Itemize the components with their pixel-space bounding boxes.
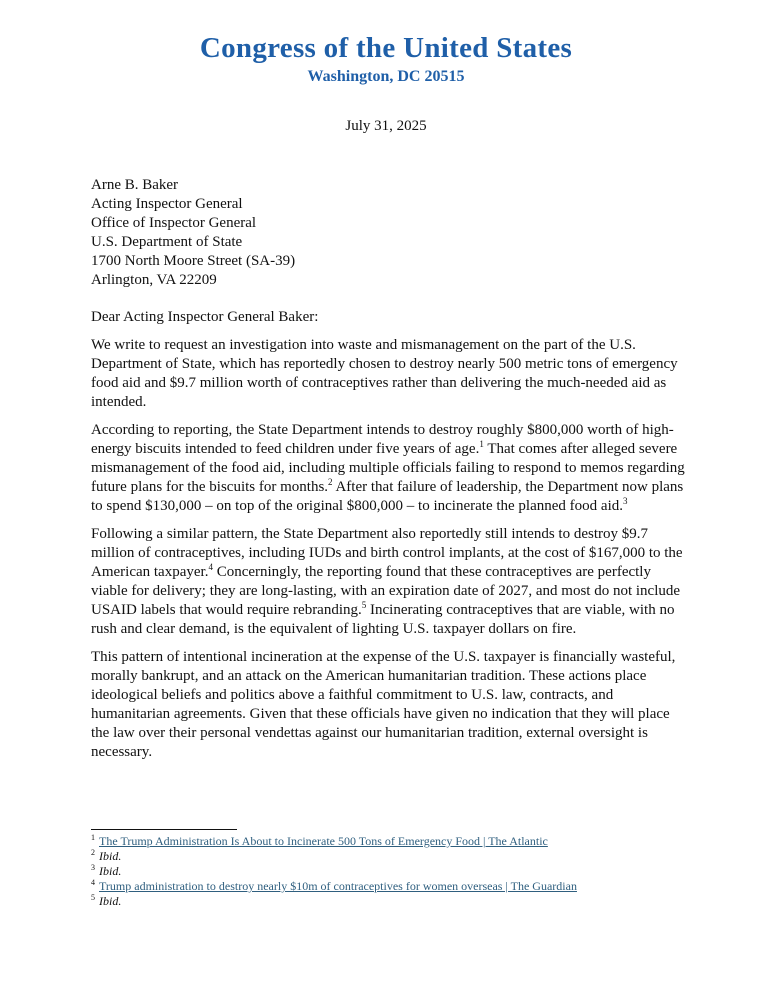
footnote-link-guardian[interactable]: Trump administration to destroy nearly $10m of contraceptives for women overseas | The Guardian <box>99 879 577 893</box>
paragraph-2-text-b: That comes after alleged severe mismanagement of the food aid, including multiple officials failing to respond to memos regarding future plans for the biscuits for months. <box>91 441 685 495</box>
footnote-text: Ibid. <box>99 849 122 863</box>
paragraph-3 <box>91 525 691 639</box>
recipient-name: Arne B. Baker <box>91 177 179 193</box>
footnote-divider <box>91 829 237 830</box>
recipient-address <box>91 176 295 290</box>
paragraph-3-text-c: Incinerating contraceptives that are viable, with no rush and clear demand, is the equivalent of lighting U.S. taxpayer dollars on fire. <box>91 602 675 637</box>
letter-body <box>91 336 691 771</box>
recipient-title: Acting Inspector General <box>91 196 243 212</box>
paragraph-4: This pattern of intentional incineration at the expense of the U.S. taxpayer is financially wasteful, morally bankrupt, and an attack on the American humanitarian tradition. These actions place ideological beliefs and politics above a faithful commitment to U.S. law, contracts, and humanitarian agreements. Given that these officials have given no indication that they will place the law over their personal vendettas against our humanitarian tradition, external oversight is necessary. <box>91 649 676 760</box>
footnote-number: 3 <box>91 863 95 872</box>
footnote-number: 1 <box>91 833 95 842</box>
paragraph-2 <box>91 421 691 516</box>
footnote-1 <box>91 834 577 849</box>
recipient-city: Arlington, VA 22209 <box>91 272 217 288</box>
footnote-text: Ibid. <box>99 864 122 878</box>
letterhead <box>0 30 772 88</box>
footnote-ref-2: 2 <box>328 477 333 487</box>
footnote-ref-3: 3 <box>622 496 628 506</box>
footnotes <box>91 834 577 909</box>
footnote-number: 2 <box>91 848 95 857</box>
footnote-number: 5 <box>91 893 95 902</box>
paragraph-1: We write to request an investigation into waste and mismanagement on the part of the U.S. Department of State, which has reportedly chosen to destroy nearly 500 metric tons of emergency food aid and $9.7 million worth of contraceptives rather than delivering the much-needed aid as intended. <box>91 337 678 410</box>
footnote-number: 4 <box>91 878 95 887</box>
footnote-ref-1: 1 <box>479 439 484 449</box>
letterhead-title: Congress of the United States <box>199 32 573 64</box>
footnote-5 <box>91 894 577 909</box>
footnote-text: Ibid. <box>99 894 122 908</box>
footnote-ref-4: 4 <box>208 562 213 572</box>
letterhead-subtitle: Washington, DC 20515 <box>307 68 465 85</box>
paragraph-3-text-a: Following a similar pattern, the State Department also reportedly still intends to destroy $9.7 million of contraceptives, including IUDs and birth control implants, at the cost of $167,000 to the American taxpayer. <box>91 526 683 580</box>
recipient-street: 1700 North Moore Street (SA-39) <box>91 253 296 269</box>
paragraph-3-text-b: Concerningly, the reporting found that these contraceptives are perfectly viable for delivery; they are long-lasting, with an expiration date of 2027, and most do not include USAID labels that would require rebranding. <box>91 564 681 618</box>
paragraph-2-text-c: After that failure of leadership, the Department now plans to spend $130,000 – on top of the original $800,000 – to incinerate the planned food aid. <box>91 479 684 514</box>
recipient-office: Office of Inspector General <box>91 215 257 231</box>
footnote-2 <box>91 849 577 864</box>
salutation: Dear Acting Inspector General Baker: <box>91 309 319 325</box>
paragraph-2-text-a: According to reporting, the State Department intends to destroy roughly $800,000 worth of high-energy biscuits intended to feed children under five years of age. <box>91 422 674 457</box>
recipient-department: U.S. Department of State <box>91 234 243 250</box>
footnote-link-atlantic[interactable]: The Trump Administration Is About to Incinerate 500 Tons of Emergency Food | The Atlantic <box>99 834 548 848</box>
letter-date: July 31, 2025 <box>345 118 427 134</box>
footnote-3 <box>91 864 577 879</box>
footnote-ref-5: 5 <box>361 600 367 610</box>
footnote-4 <box>91 879 577 894</box>
